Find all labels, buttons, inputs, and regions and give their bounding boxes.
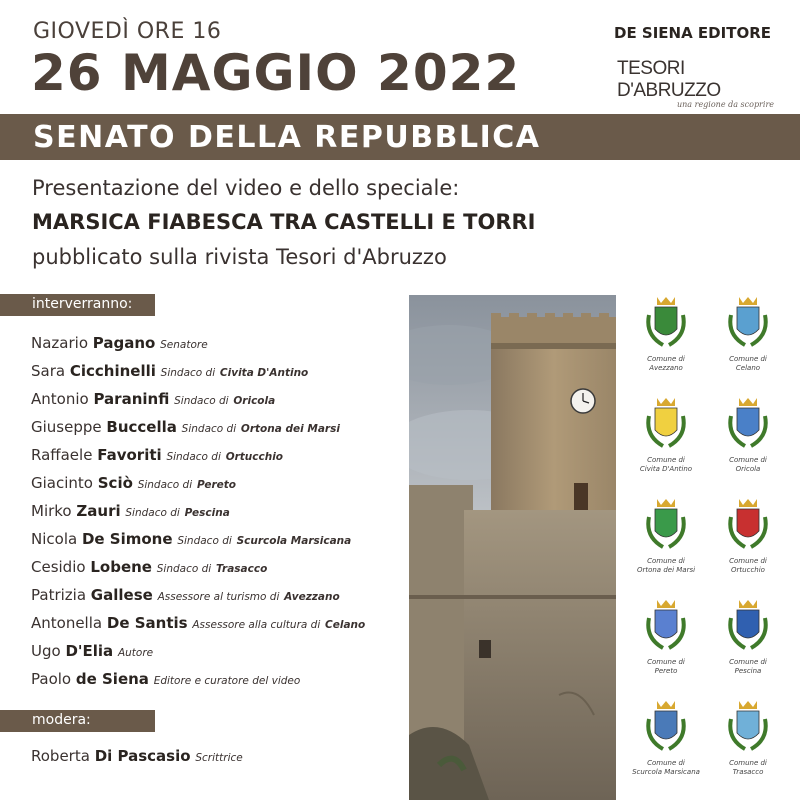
speaker-name: Sara (31, 362, 66, 380)
crest-pereto (626, 598, 706, 676)
speaker-role: Assessore alla cultura di (192, 619, 321, 631)
crest-label-town: Oricola (735, 465, 761, 473)
speaker-place: Oricola (233, 395, 276, 407)
venue-title: SENATO DELLA REPUBBLICA (33, 120, 541, 155)
crest-label-town: Scurcola Marsicana (632, 768, 700, 776)
crest-oricola (708, 396, 788, 474)
crest-ortona-dei-marsi (626, 497, 706, 575)
speaker-name: Cesidio (31, 558, 86, 576)
crest-label-town: Ortucchio (731, 566, 765, 574)
speaker-place: Celano (325, 619, 366, 631)
crest-celano (708, 295, 788, 373)
speaker-role: Senatore (160, 339, 208, 351)
speaker-name: Mirko (31, 502, 72, 520)
speaker-role: Sindaco di (166, 451, 221, 463)
speaker-name: Ugo (31, 642, 61, 660)
moderator-name: Roberta (31, 747, 90, 765)
crest-label-prefix: Comune di (647, 557, 685, 565)
municipality-crests (626, 295, 800, 800)
day-time: GIOVEDÌ ORE 16 (33, 19, 222, 44)
crest-label-prefix: Comune di (647, 355, 685, 363)
speaker-name: Giacinto (31, 474, 93, 492)
speaker-name: Antonio (31, 390, 89, 408)
speaker-surname: Paraninfi (93, 390, 170, 408)
speaker-surname: Favoriti (97, 446, 162, 464)
crest-label-prefix: Comune di (729, 759, 767, 767)
publisher-name: DE SIENA EDITORE (614, 24, 771, 42)
speaker-row (31, 529, 365, 557)
moderator-surname: Di Pascasio (94, 747, 191, 765)
speaker-name: Raffaele (31, 446, 93, 464)
speaker-name: Giuseppe (31, 418, 102, 436)
speaker-place: Ortona dei Marsi (240, 423, 340, 435)
speaker-surname: Buccella (106, 418, 177, 436)
crest-pescina (708, 598, 788, 676)
crest-label-town: Trasacco (732, 768, 764, 776)
speaker-row (31, 557, 365, 585)
crest-label-town: Celano (735, 364, 761, 372)
speaker-row (31, 501, 365, 529)
crest-label-town: Civita D'Antino (639, 465, 693, 473)
special-title: MARSICA FIABESCA TRA CASTELLI E TORRI (32, 210, 536, 234)
speaker-name: Nicola (31, 530, 78, 548)
speaker-row (31, 361, 365, 389)
publication-line: pubblicato sulla rivista Tesori d'Abruzzo (32, 245, 447, 269)
crest-avezzano (626, 295, 706, 373)
crest-ortucchio (708, 497, 788, 575)
speaker-row (31, 669, 365, 697)
speaker-row (31, 473, 365, 501)
speaker-surname: Sciò (97, 474, 133, 492)
speakers-list (31, 333, 365, 697)
brand-tagline: una regione da scoprire (677, 100, 774, 109)
speaker-place: Scurcola Marsicana (236, 535, 352, 547)
crest-label-town: Pereto (654, 667, 678, 675)
speaker-surname: Zauri (76, 502, 121, 520)
speaker-surname: Lobene (90, 558, 152, 576)
crest-label-prefix: Comune di (729, 658, 767, 666)
speaker-surname: D'Elia (65, 642, 114, 660)
speaker-role: Assessore al turismo di (157, 591, 280, 603)
castle-tower-photo (409, 295, 616, 800)
speaker-name: Antonella (31, 614, 103, 632)
crest-label-prefix: Comune di (729, 355, 767, 363)
venue-banner (0, 114, 800, 160)
speaker-surname: Pagano (92, 334, 156, 352)
crest-scurcola-marsicana (626, 699, 706, 777)
speaker-role: Sindaco di (181, 423, 237, 435)
brand-logo (617, 58, 777, 109)
speaker-row (31, 585, 365, 613)
speaker-surname: De Simone (81, 530, 173, 548)
speaker-row (31, 613, 365, 641)
crest-label-prefix: Comune di (647, 456, 685, 464)
speaker-row (31, 445, 365, 473)
speaker-surname: De Santis (106, 614, 188, 632)
crest-label-town: Ortona dei Marsi (636, 566, 696, 574)
crest-label-prefix: Comune di (729, 456, 767, 464)
moderator-role: Scrittrice (195, 752, 243, 764)
speaker-row (31, 389, 365, 417)
speaker-place: Civita D'Antino (219, 367, 309, 379)
speaker-place: Avezzano (284, 591, 340, 603)
speaker-role: Sindaco di (156, 563, 212, 575)
speaker-surname: Cicchinelli (69, 362, 156, 380)
speaker-name: Paolo (31, 670, 72, 688)
speaker-role: Sindaco di (177, 535, 232, 547)
speaker-surname: de Siena (75, 670, 149, 688)
speaker-role: Editore e curatore del video (153, 675, 301, 687)
speaker-place: Trasacco (216, 563, 268, 575)
crest-civita-dantino (626, 396, 706, 474)
brand-name: TESORI D'ABRUZZO (617, 58, 721, 101)
crest-label-prefix: Comune di (729, 557, 767, 565)
speaker-row (31, 333, 365, 361)
speaker-role: Sindaco di (137, 479, 193, 491)
speaker-surname: Gallese (90, 586, 153, 604)
speaker-place: Ortucchio (225, 451, 284, 463)
speaker-row (31, 641, 365, 669)
crest-label-prefix: Comune di (647, 759, 685, 767)
moderator-label: modera: (0, 710, 155, 732)
speaker-role: Sindaco di (160, 367, 216, 379)
speaker-row (31, 417, 365, 445)
speaker-role: Sindaco di (125, 507, 180, 519)
moderator-row (31, 746, 243, 774)
crest-trasacco (708, 699, 788, 777)
speaker-name: Patrizia (31, 586, 87, 604)
crest-label-prefix: Comune di (647, 658, 685, 666)
crest-label-town: Avezzano (649, 364, 683, 372)
speaker-role: Autore (117, 647, 154, 659)
speaker-place: Pereto (196, 479, 237, 491)
crest-label-town: Pescina (734, 667, 762, 675)
speakers-label: interverranno: (0, 294, 155, 316)
intro-line: Presentazione del video e dello speciale: (32, 176, 460, 200)
speaker-place: Pescina (184, 507, 230, 519)
event-date: 26 MAGGIO 2022 (31, 44, 521, 102)
speaker-name: Nazario (31, 334, 88, 352)
speaker-role: Sindaco di (174, 395, 229, 407)
